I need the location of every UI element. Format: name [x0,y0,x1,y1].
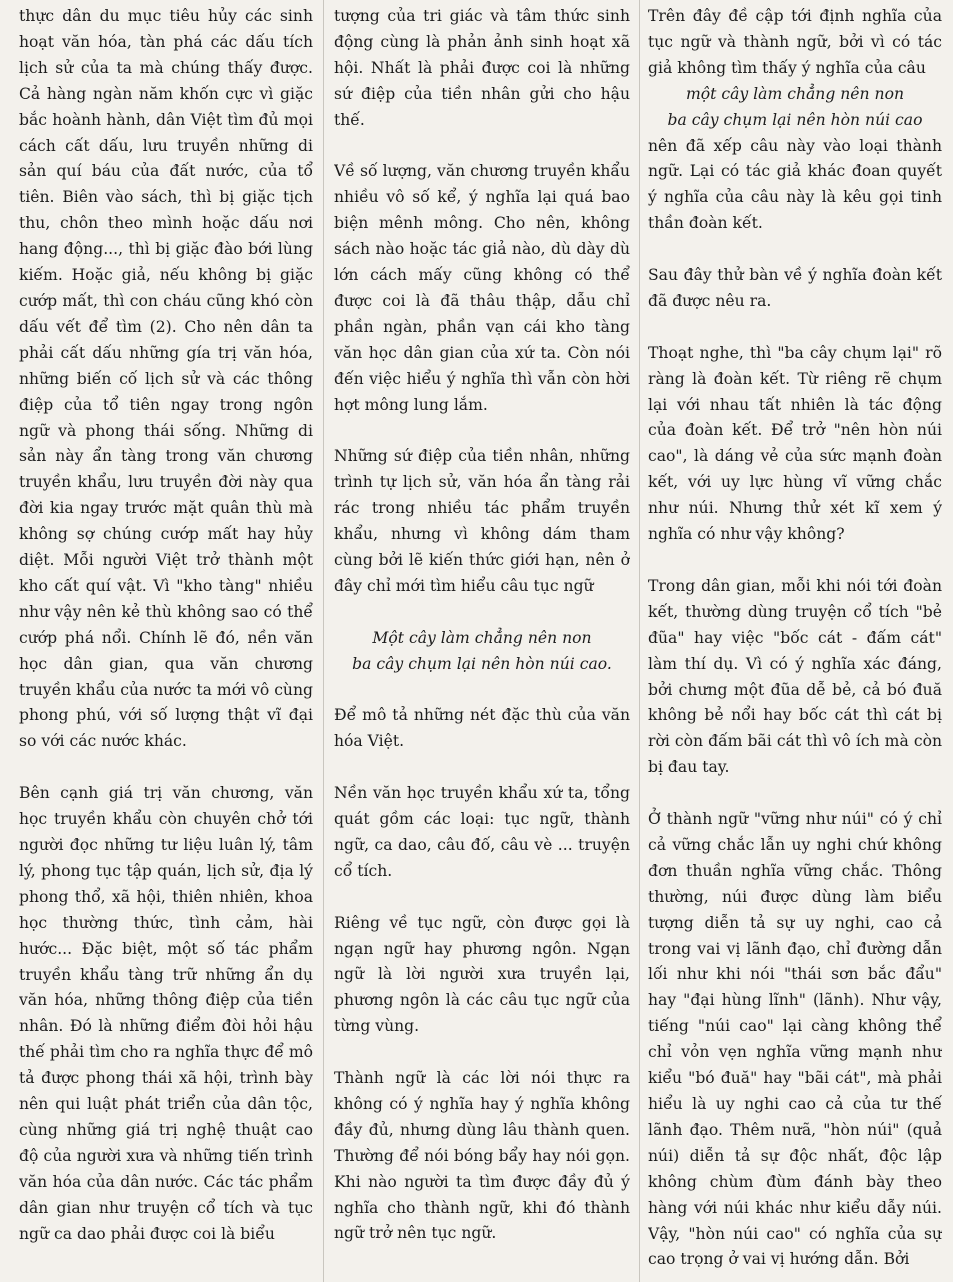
proverb-line: một cây làm chẳng nên non [685,84,905,103]
column-divider [639,0,640,1282]
paragraph: Để mô tả những nét đặc thù của văn hóa Việt. [334,706,630,751]
paragraph: Bên cạnh giá trị văn chương, văn học truyền khẩu còn chuyên chở tới người đọc những tư liệu luân lý, tâm lý, phong tục tập quán, lịch sử, địa lý phong thổ, xã hội, thiên nhiên, khoa học thường thức, tình cảm, hài hước... Đặc biệt, một số tác phẩm truyền khẩu tàng trữ những ẩn dụ văn hóa, những thông điệp của tiền nhân. Đó là những điểm đòi hỏi hậu thế phải tìm cho ra nghĩa thực để mô tả được phong thái xã hội, trình bày nên qui luật phát triển của dân tộc, cùng những giá trị nghệ thuật cao độ của người xưa và những tiến trình văn hóa của dân nước. Các tác phẩm dân gian như truyện cổ tích và tục ngữ ca dao phải được coi là biểu [19,784,313,1243]
paragraph: Trong dân gian, mỗi khi nói tới đoàn kết, thường dùng truyện cổ tích "bẻ đũa" hay việc "bốc cát - đấm cát" làm thí dụ. Vì có ý nghĩa xác đáng, bởi chưng một đũa dễ bẻ, cả bó đuă không bẻ nổi hay bốc cát thì cát bị rời còn đấm bãi cát thì vô ích mà còn bị đau tay. [648,576,942,777]
text-column-middle [334,4,630,1282]
text-column-right [648,4,942,1282]
column-divider [323,0,324,1282]
text-column-left [19,4,313,1282]
paragraph: Thoạt nghe, thì "ba cây chụm lại" rõ ràng là đoàn kết. Từ riêng rẽ chụm lại với nhau tất nhiên là tác động của đoàn kết. Để trở "nên hòn núi cao", là dáng vẻ của sức mạnh đoàn kết, với uy lực hùng vĩ vững chắc như núi. Nhưng thử xét kĩ xem ý nghĩa có như vậy không? [648,343,942,544]
paragraph: Trên đây đề cập tới định nghĩa của tục ngữ và thành ngữ, bởi vì có tác giả không tìm thấy ý nghĩa của câu [648,7,942,77]
paragraph: tượng của tri giác và tâm thức sinh động cùng là phản ảnh sinh hoạt xã hội. Nhất là phải được coi là những sứ điệp của tiền nhân gửi cho hậu thế. [334,7,630,129]
proverb-quote [648,82,942,134]
paragraph: Riêng về tục ngữ, còn được gọi là ngạn ngữ hay phương ngôn. Ngạn ngữ là lời người xưa truyền lại, phương ngôn là các câu tục ngữ của từng vùng. [334,913,630,1036]
paragraph: Những sứ điệp của tiền nhân, những trình tự lịch sử, văn hóa ẩn tàng rải rác trong nhiều tác phẩm truyền khẩu, nhưng vì không dám tham cùng bởi lẽ kiến thức giới hạn, nên ở đây chỉ mới tìm hiểu câu tục ngữ [334,447,630,595]
paragraph: Thành ngữ là các lời nói thực ra không có ý nghĩa hay ý nghĩa không đầy đủ, nhưng dùng lâu thành quen. Thường để nói bóng bẩy hay nói gọn. Khi nào người ta tìm được đầy đủ ý nghĩa cho thành ngữ, khi đó thành ngữ trở nên tục ngữ. [334,1069,630,1243]
paragraph: Về số lượng, văn chương truyền khẩu nhiều vô số kể, ý nghĩa lại quá bao biện mênh mông. Cho nên, không sách nào hoặc tác giả nào, dù dày dù lớn cách mấy cũng không có thể được coi là đã thâu thập, dẫu chỉ phần ngàn, phần vạn cái kho tàng văn học dân gian của xứ ta. Còn nói đến việc hiểu ý nghĩa thì vẫn còn hời hợt mông lung lắm. [334,162,630,414]
paragraph: thực dân du mục tiêu hủy các sinh hoạt văn hóa, tàn phá các dấu tích lịch sử của ta mà chúng thấy được. Cả hàng ngàn năm khốn cực vì giặc bắc hoành hành, dân Việt tìm đủ mọi cách cất dấu, lưu truyền những di sản quí báu của đất nước, của tổ tiên. Biên vào sách, thì bị giặc tịch thu, chôn theo mình hoặc dấu nơi hang động..., thì bị giặc đào bới lùng kiếm. Hoặc giả, nếu không bị giặc cướp mất, thì con cháu cũng khó còn dấu vết để tìm (2). Cho nên dân ta phải cất dấu những gía trị văn hóa, những biến cố lịch sử và các thông điệp của tổ tiên ngay trong ngôn ngữ và phong thái sống. Những di sản này ẩn tàng trong văn chương truyền khẩu, lưu truyền đời này qua đời kia ngay trước mặt quân thù mà không sợ chúng cướp mất hay hủy diệt. Mỗi người Việt trở thành một kho cất quí vật. Vì "kho tàng" nhiều như vậy nên kẻ thù không sao có thể cướp phá nổi. Chính lẽ đó, nền văn học dân gian, qua văn chương truyền khẩu của nước ta mới vô cùng phong phú, với số lượng thật vĩ đại so với các nước khác. [19,7,313,751]
paragraph: Sau đây thử bàn về ý nghĩa đoàn kết đã được nêu ra. [648,266,942,310]
proverb-quote [334,626,630,678]
paragraph: nên đã xếp câu này vào loại thành ngữ. Lại có tác giả khác đoan quyết ý nghĩa của câu này là kêu gọi tinh thần đoàn kết. [648,136,942,233]
proverb-line: ba cây chụm lại nên hòn núi cao. [352,654,612,673]
proverb-line: Một cây làm chẳng nên non [372,628,592,647]
proverb-line: ba cây chụm lại nên hòn núi cao [667,110,923,129]
paragraph: Nền văn học truyền khẩu xứ ta, tổng quát gồm các loại: tục ngữ, thành ngữ, ca dao, câu đố, câu vè ... truyện cổ tích. [334,784,630,880]
paragraph: Ở thành ngữ "vững như núi" có ý chỉ cả vững chắc lẫn uy nghi chứ không đơn thuần nghĩa vững chắc. Thông thường, núi được dùng làm biểu tượng diễn tả sự uy nghi, cao cả trong vai vị lãnh đạo, chỉ đường dẫn lối như khi nói "thái sơn bắc đẩu" hay "đại hùng lĩnh" (lãnh). Như vậy, tiếng "núi cao" lại càng không thể chỉ vỏn vẹn nghĩa vững mạnh như kiểu "bó đuă" hay "bãi cát", mà phải hiểu là uy nghi cao cả của tư thế lãnh đạo. Thêm nưã, "hòn núi" (quả núi) diễn tả sự độc nhất, độc lập không chùm đùm đánh bày theo hàng với núi khác như kiểu dẫy núi. Vậy, "hòn núi cao" có nghĩa của sự cao trọng ở vai vị hướng dẫn. Bởi [648,810,942,1269]
